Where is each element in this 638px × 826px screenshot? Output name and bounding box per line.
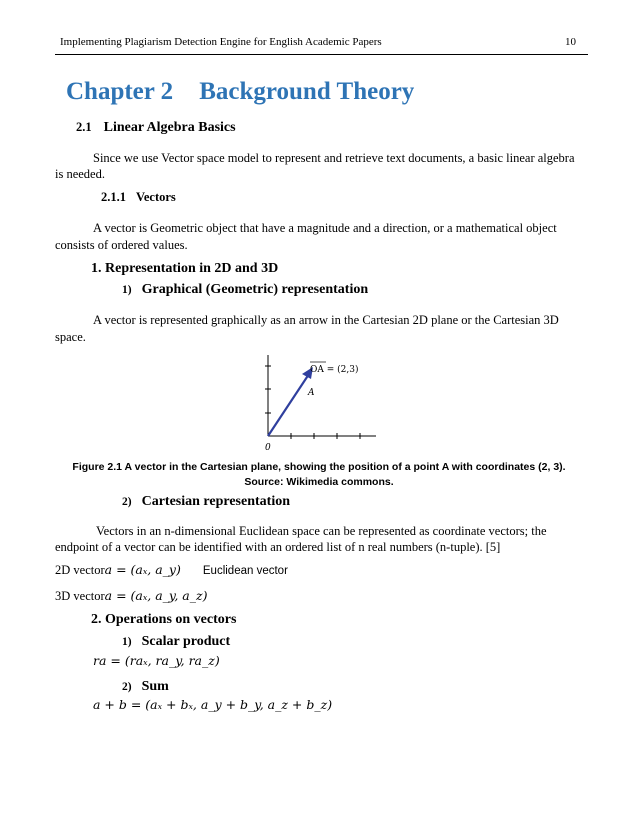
- vector-2d-line: [55, 561, 288, 579]
- paragraph-line: Vectors in an n-dimensional Euclidean space can be represented as coordinate vectors; the: [96, 524, 547, 538]
- paragraph-line: endpoint of a vector can be identified with an ordered list of n real numbers (n-tuple). [5]: [55, 540, 501, 554]
- item-number: 2): [122, 496, 132, 508]
- header-rule: [55, 54, 588, 55]
- figure-caption-line2: Source: Wikimedia commons.: [244, 476, 394, 488]
- scalar-formula: ra = (raₓ, ra_y, ra_z): [93, 653, 220, 668]
- chapter-number: Chapter 2: [66, 78, 174, 105]
- figure-caption-line1: Figure 2.1 A vector in the Cartesian plane, showing the position of a point A with coordinates (2, 3).: [72, 461, 566, 473]
- subsection-number: 2.1.1: [101, 190, 126, 204]
- vector-3d-formula: a = (aₓ, a_y, a_z): [104, 588, 208, 603]
- list-heading-representation: 1. Representation in 2D and 3D: [91, 261, 279, 276]
- chapter-name: Background Theory: [199, 78, 415, 105]
- item-title: Sum: [141, 679, 169, 694]
- sum-heading: [122, 679, 169, 695]
- item-title: Scalar product: [141, 634, 231, 649]
- subsection-title: Vectors: [136, 190, 176, 204]
- vector-3d-line: [55, 587, 207, 605]
- sum-formula: a + b = (aₓ + bₓ, a_y + b_y, a_z + b_z): [93, 697, 333, 712]
- item-title: Cartesian representation: [141, 494, 291, 509]
- item-number: 2): [122, 681, 132, 693]
- page-number: 10: [565, 36, 576, 48]
- chapter-title: [66, 78, 414, 106]
- item-number: 1): [122, 636, 132, 648]
- point-label: A: [308, 388, 315, 398]
- scalar-heading: [122, 634, 230, 650]
- paragraph-line: A vector is Geometric object that have a magnitude and a direction, or a mathematical object: [93, 221, 557, 235]
- item-title: Graphical (Geometric) representation: [141, 282, 369, 297]
- section-number: 2.1: [76, 120, 92, 134]
- item-number: 1): [122, 284, 132, 296]
- paragraph-line: is needed.: [55, 167, 105, 181]
- paragraph-line: space.: [55, 330, 86, 344]
- section-title: Linear Algebra Basics: [103, 120, 236, 135]
- subsection-2-1-1-heading: [101, 190, 176, 205]
- running-header-title: Implementing Plagiarism Detection Engine for English Academic Papers: [60, 36, 382, 48]
- paragraph-line: Since we use Vector space model to represent and retrieve text documents, a basic linear algebra: [93, 151, 575, 165]
- vector-3d-prefix: 3D vector: [55, 589, 105, 603]
- list-heading-operations: 2. Operations on vectors: [91, 612, 237, 627]
- vector-figure: [250, 350, 390, 460]
- section-2-1-heading: [76, 120, 236, 136]
- cartesian-heading: [122, 494, 290, 510]
- vector-arrow-shaft: [268, 374, 309, 436]
- paragraph-line: A vector is represented graphically as an arrow in the Cartesian 2D plane or the Cartesian 3D: [93, 313, 559, 327]
- vector-label: OA = (2,3): [310, 365, 359, 375]
- graphical-heading: [122, 282, 368, 298]
- origin-label: 0: [265, 443, 271, 453]
- euclidean-note: Euclidean vector: [202, 565, 288, 577]
- vector-2d-prefix: 2D vector: [55, 563, 105, 577]
- vector-2d-formula: a = (aₓ, a_y): [104, 562, 181, 577]
- paragraph-line: consists of ordered values.: [55, 238, 188, 252]
